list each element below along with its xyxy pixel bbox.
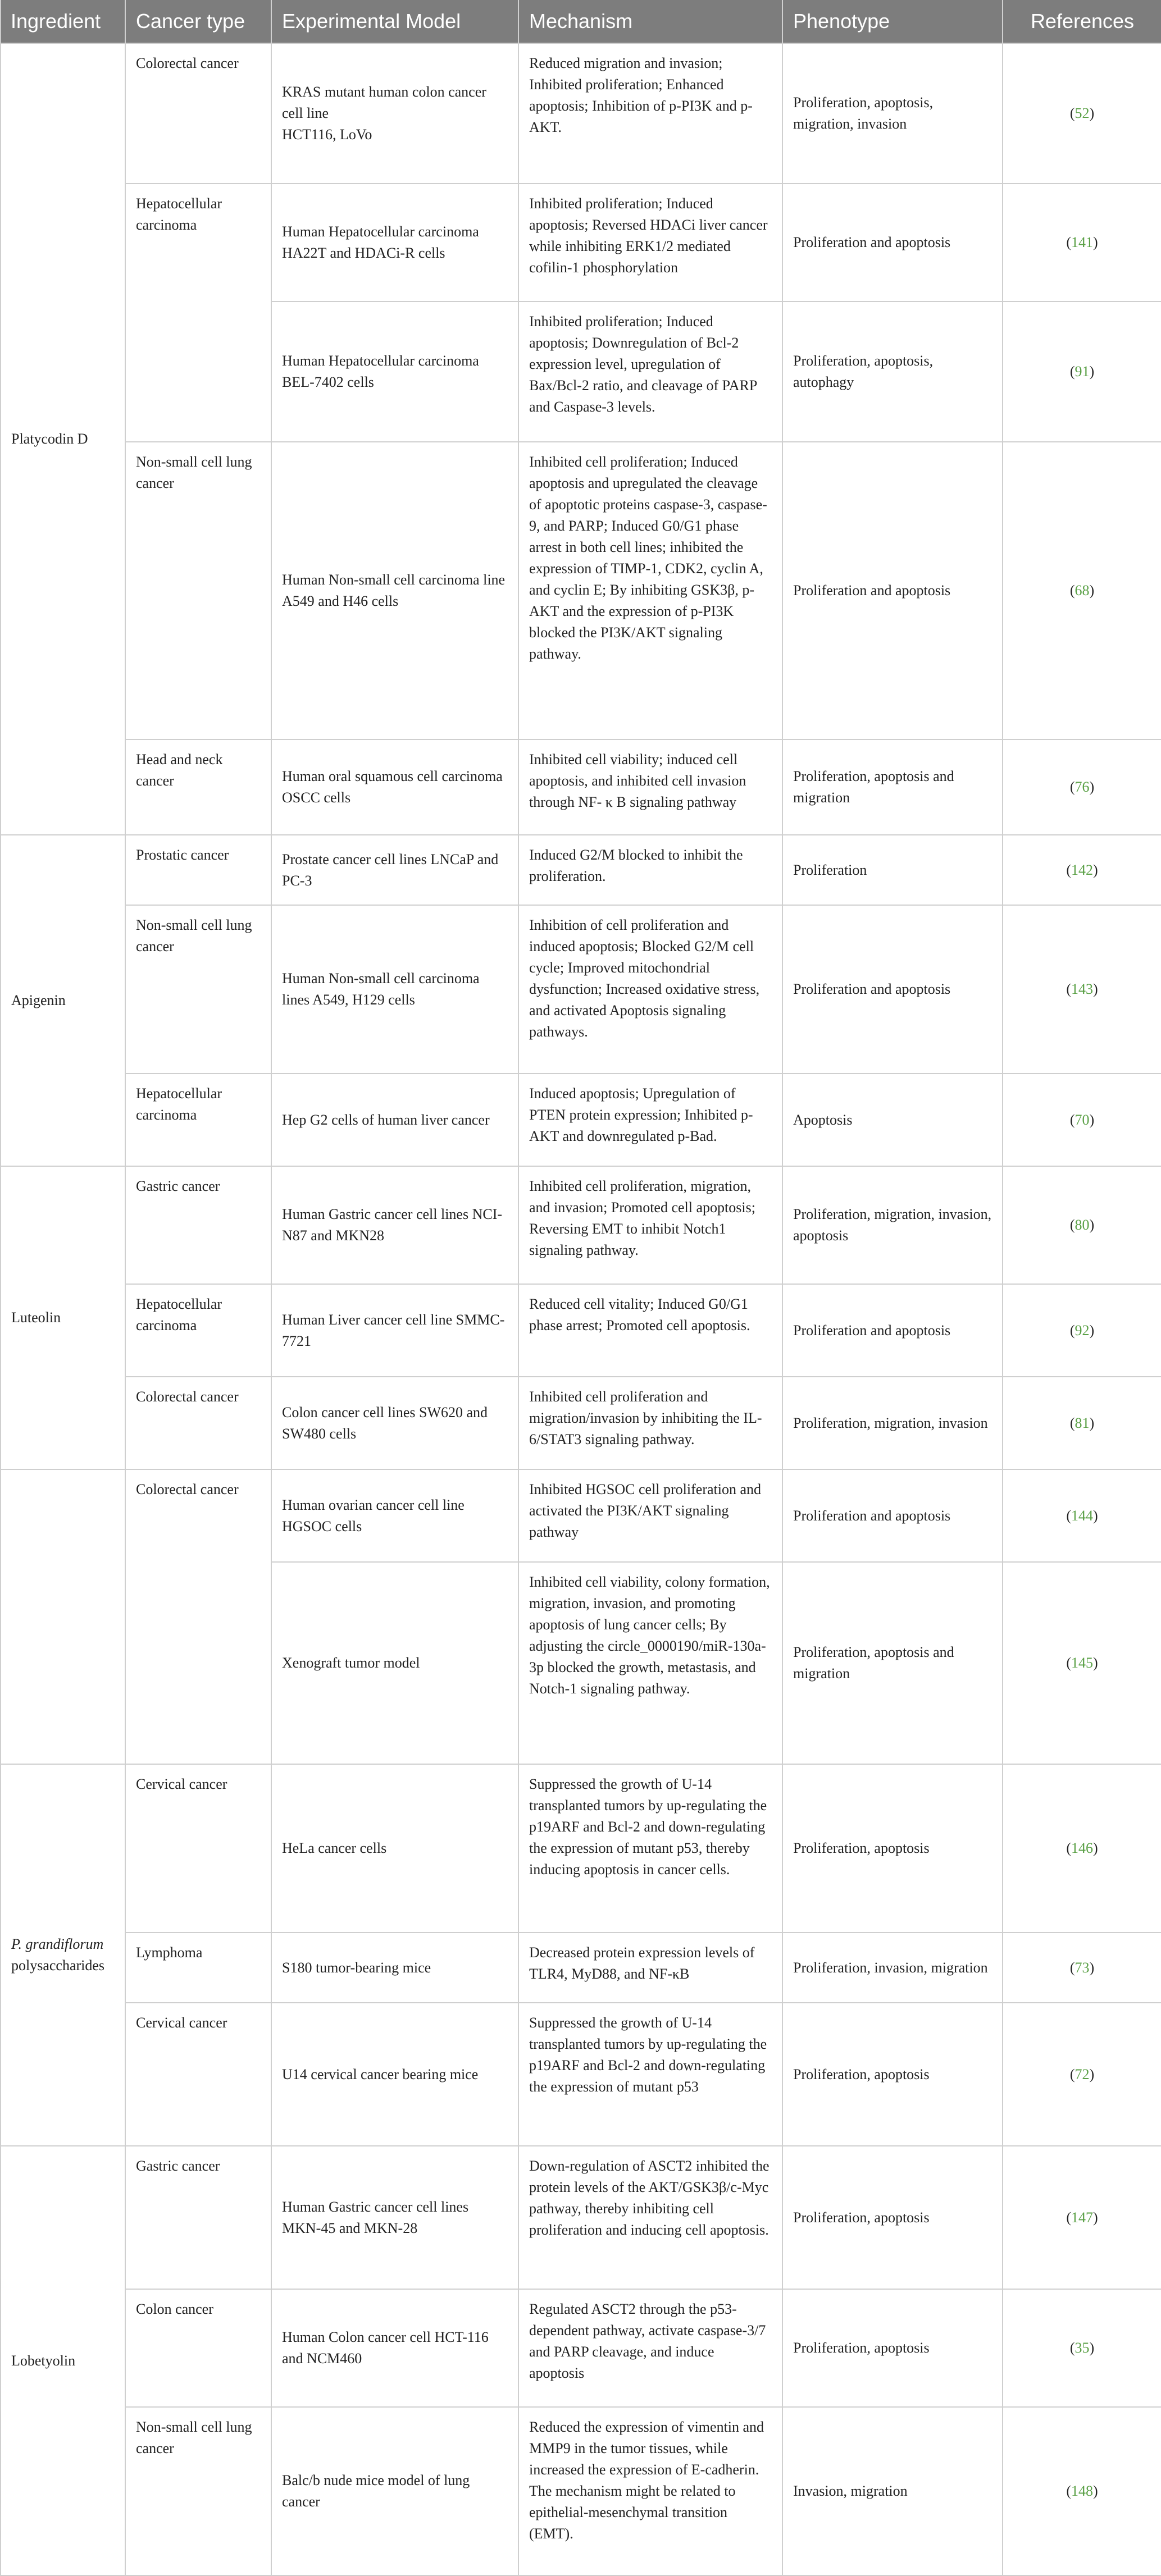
phenotype-cell: Proliferation and apoptosis xyxy=(782,1284,1003,1377)
reference-link[interactable]: 147 xyxy=(1071,2209,1093,2226)
cancer-type-cell: Gastric cancer xyxy=(125,2146,271,2289)
table-row xyxy=(1,1377,1161,1469)
phenotype-cell: Proliferation and apoptosis xyxy=(782,442,1003,739)
mechanism-cell: Reduced the expression of vimentin and MMP9 in the tumor tissues, while increased the expression of E-cadherin. The mechanism might be related to epithelial-mesenchymal transition (EMT). xyxy=(518,2407,782,2575)
reference-cell: (73) xyxy=(1003,1933,1161,2003)
reference-link[interactable]: 80 xyxy=(1075,1217,1090,1233)
ingredient-text: Lobetyolin xyxy=(11,2352,76,2369)
reference-link[interactable]: 148 xyxy=(1071,2483,1093,2499)
reference-link[interactable]: 91 xyxy=(1075,363,1090,380)
cancer-type-cell: Hepatocellular carcinoma xyxy=(125,1284,271,1377)
reference-link[interactable]: 72 xyxy=(1075,2066,1090,2082)
reference-cell: (70) xyxy=(1003,1074,1161,1166)
reference-link[interactable]: 52 xyxy=(1075,105,1090,121)
header-phenotype: Phenotype xyxy=(782,0,1003,43)
phenotype-cell: Proliferation, migration, invasion xyxy=(782,1377,1003,1469)
phenotype-cell: Proliferation, apoptosis, migration, invasion xyxy=(782,43,1003,184)
phenotype-cell: Proliferation, apoptosis, autophagy xyxy=(782,302,1003,442)
reference-cell: (147) xyxy=(1003,2146,1161,2289)
reference-cell: (76) xyxy=(1003,739,1161,835)
cancer-type-cell: Head and neck cancer xyxy=(125,739,271,835)
cancer-type-cell: Colon cancer xyxy=(125,2289,271,2407)
cancer-type-cell: Colorectal cancer xyxy=(125,1469,271,1764)
reference-link[interactable]: 92 xyxy=(1075,1322,1090,1339)
experimental-model-cell: Human Colon cancer cell HCT-116 and NCM460 xyxy=(271,2289,518,2407)
reference-link[interactable]: 73 xyxy=(1075,1959,1090,1976)
reference-cell: (146) xyxy=(1003,1764,1161,1933)
cancer-type-cell: Cervical cancer xyxy=(125,2003,271,2146)
phenotype-cell: Proliferation, apoptosis xyxy=(782,2289,1003,2407)
ingredient-cell xyxy=(1,1764,125,2146)
experimental-model-cell: Human Non-small cell carcinoma lines A549, H129 cells xyxy=(271,905,518,1074)
reference-cell: (68) xyxy=(1003,442,1161,739)
cancer-type-cell: Hepatocellular carcinoma xyxy=(125,1074,271,1166)
phenotype-cell: Apoptosis xyxy=(782,1074,1003,1166)
mechanism-cell: Inhibited proliferation; Induced apoptosis; Downregulation of Bcl-2 expression level, upregulation of Bax/Bcl-2 ratio, and cleavage of PARP and Caspase-3 levels. xyxy=(518,302,782,442)
reference-link[interactable]: 144 xyxy=(1071,1507,1093,1524)
experimental-model-cell: Human Gastric cancer cell lines MKN-45 and MKN-28 xyxy=(271,2146,518,2289)
experimental-model-cell: Xenograft tumor model xyxy=(271,1562,518,1764)
mechanism-cell: Regulated ASCT2 through the p53-dependent pathway, activate caspase-3/7 and PARP cleavage, and induce apoptosis xyxy=(518,2289,782,2407)
table-row xyxy=(1,2003,1161,2146)
phenotype-cell: Proliferation, apoptosis xyxy=(782,2003,1003,2146)
table-row xyxy=(1,1166,1161,1284)
reference-cell: (145) xyxy=(1003,1562,1161,1764)
ingredient-cell xyxy=(1,1166,125,1469)
cancer-type-cell: Prostatic cancer xyxy=(125,835,271,905)
experimental-model-cell: Human Hepatocellular carcinoma HA22T and HDACi-R cells xyxy=(271,184,518,302)
table-row xyxy=(1,1284,1161,1377)
phenotype-cell: Invasion, migration xyxy=(782,2407,1003,2575)
mechanism-cell: Reduced cell vitality; Induced G0/G1 phase arrest; Promoted cell apoptosis. xyxy=(518,1284,782,1377)
experimental-model-cell: Colon cancer cell lines SW620 and SW480 cells xyxy=(271,1377,518,1469)
reference-cell: (52) xyxy=(1003,43,1161,184)
mechanism-cell: Reduced migration and invasion; Inhibited proliferation; Enhanced apoptosis; Inhibition of p-PI3K and p-AKT. xyxy=(518,43,782,184)
header-experimental-model: Experimental Model xyxy=(271,0,518,43)
reference-cell: (35) xyxy=(1003,2289,1161,2407)
experimental-model-cell: Prostate cancer cell lines LNCaP and PC-3 xyxy=(271,835,518,905)
phenotype-cell: Proliferation xyxy=(782,835,1003,905)
reference-link[interactable]: 145 xyxy=(1071,1655,1093,1671)
table-row xyxy=(1,2407,1161,2575)
table-header-row xyxy=(1,0,1161,43)
ingredient-cell xyxy=(1,43,125,835)
cancer-type-cell: Hepatocellular carcinoma xyxy=(125,184,271,442)
mechanism-cell: Suppressed the growth of U-14 transplanted tumors by up-regulating the p19ARF and Bcl-2 and down-regulating the expression of mutant p53, thereby inducing apoptosis in cancer cells. xyxy=(518,1764,782,1933)
reference-link[interactable]: 70 xyxy=(1075,1111,1090,1128)
reference-cell: (142) xyxy=(1003,835,1161,905)
header-references: References xyxy=(1003,0,1161,43)
phenotype-cell: Proliferation, apoptosis xyxy=(782,1764,1003,1933)
experimental-model-cell: HeLa cancer cells xyxy=(271,1764,518,1933)
table-row xyxy=(1,43,1161,184)
table-row xyxy=(1,1469,1161,1562)
mechanism-cell: Inhibition of cell proliferation and induced apoptosis; Blocked G2/M cell cycle; Improved mitochondrial dysfunction; Increased oxidative stress, and activated Apoptosis signaling pathways. xyxy=(518,905,782,1074)
mechanism-cell: Induced G2/M blocked to inhibit the proliferation. xyxy=(518,835,782,905)
reference-link[interactable]: 35 xyxy=(1075,2340,1090,2356)
table-row xyxy=(1,1074,1161,1166)
mechanism-cell: Induced apoptosis; Upregulation of PTEN protein expression; Inhibited p-AKT and downregulated p-Bad. xyxy=(518,1074,782,1166)
reference-link[interactable]: 68 xyxy=(1075,582,1090,599)
reference-cell: (141) xyxy=(1003,184,1161,302)
experimental-model-cell: Human Non-small cell carcinoma line A549 and H46 cells xyxy=(271,442,518,739)
phenotype-cell: Proliferation and apoptosis xyxy=(782,905,1003,1074)
experimental-model-cell: Human oral squamous cell carcinoma OSCC cells xyxy=(271,739,518,835)
mechanism-cell: Inhibited cell proliferation, migration, and invasion; Promoted cell apoptosis; Reversing EMT to inhibit Notch1 signaling pathway. xyxy=(518,1166,782,1284)
mechanism-cell: Inhibited cell proliferation and migration/invasion by inhibiting the IL-6/STAT3 signaling pathway. xyxy=(518,1377,782,1469)
cancer-type-cell: Non-small cell lung cancer xyxy=(125,442,271,739)
reference-cell: (148) xyxy=(1003,2407,1161,2575)
phenotype-cell: Proliferation and apoptosis xyxy=(782,1469,1003,1562)
cancer-type-cell: Non-small cell lung cancer xyxy=(125,905,271,1074)
reference-link[interactable]: 146 xyxy=(1071,1840,1093,1856)
experimental-model-cell: Human Hepatocellular carcinoma BEL-7402 cells xyxy=(271,302,518,442)
table-row xyxy=(1,905,1161,1074)
cancer-type-cell: Non-small cell lung cancer xyxy=(125,2407,271,2575)
cancer-type-cell: Colorectal cancer xyxy=(125,1377,271,1469)
experimental-model-cell: U14 cervical cancer bearing mice xyxy=(271,2003,518,2146)
ingredient-cell xyxy=(1,835,125,1166)
mechanism-cell: Decreased protein expression levels of TLR4, MyD88, and NF-κB xyxy=(518,1933,782,2003)
header-cancer-type: Cancer type xyxy=(125,0,271,43)
mechanism-cell: Suppressed the growth of U-14 transplanted tumors by up-regulating the p19ARF and Bcl-2 and down-regulating the expression of mutant p53 xyxy=(518,2003,782,2146)
experimental-model-cell: Balc/b nude mice model of lung cancer xyxy=(271,2407,518,2575)
reference-link[interactable]: 76 xyxy=(1075,779,1090,795)
table-body xyxy=(1,43,1161,2575)
table-row xyxy=(1,442,1161,739)
header-mechanism: Mechanism xyxy=(518,0,782,43)
ingredient-text: Platycodin D xyxy=(11,431,88,447)
reference-cell: (81) xyxy=(1003,1377,1161,1469)
table-row xyxy=(1,2146,1161,2289)
table-row xyxy=(1,184,1161,302)
ingredient-text: Apigenin xyxy=(11,992,66,1008)
experimental-model-cell: S180 tumor-bearing mice xyxy=(271,1933,518,2003)
ingredient-cell xyxy=(1,1469,125,1764)
mechanism-cell: Down-regulation of ASCT2 inhibited the protein levels of the AKT/GSK3β/c-Myc pathway, thereby inhibiting cell proliferation and inducing cell apoptosis. xyxy=(518,2146,782,2289)
reference-cell: (143) xyxy=(1003,905,1161,1074)
table-row xyxy=(1,835,1161,905)
reference-cell: (72) xyxy=(1003,2003,1161,2146)
header-ingredient: Ingredient xyxy=(1,0,125,43)
reference-cell: (92) xyxy=(1003,1284,1161,1377)
experimental-model-cell: Human Liver cancer cell line SMMC-7721 xyxy=(271,1284,518,1377)
phenotype-cell: Proliferation and apoptosis xyxy=(782,184,1003,302)
ingredient-text: Luteolin xyxy=(11,1309,61,1326)
table-row xyxy=(1,2289,1161,2407)
table-row xyxy=(1,1764,1161,1933)
experimental-model-cell: Hep G2 cells of human liver cancer xyxy=(271,1074,518,1166)
cancer-type-cell: Colorectal cancer xyxy=(125,43,271,184)
reference-link[interactable]: 142 xyxy=(1071,861,1093,878)
reference-cell: (91) xyxy=(1003,302,1161,442)
phenotype-cell: Proliferation, apoptosis and migration xyxy=(782,739,1003,835)
mechanism-cell: Inhibited cell viability; induced cell apoptosis, and inhibited cell invasion through NF- κ B signaling pathway xyxy=(518,739,782,835)
reference-link[interactable]: 141 xyxy=(1071,234,1093,250)
table-row xyxy=(1,739,1161,835)
table-row xyxy=(1,1933,1161,2003)
phenotype-cell: Proliferation, migration, invasion, apoptosis xyxy=(782,1166,1003,1284)
mechanism-cell: Inhibited cell viability, colony formation, migration, invasion, and promoting apoptosis of lung cancer cells; By adjusting the circle_0000190/miR-130a-3p blocked the growth, metastasis, and Notch-1 signaling pathway. xyxy=(518,1562,782,1764)
cancer-type-cell: Gastric cancer xyxy=(125,1166,271,1284)
ingredient-text: polysaccharides xyxy=(11,1957,105,1974)
phenotype-cell: Proliferation, apoptosis xyxy=(782,2146,1003,2289)
ingredient-cell xyxy=(1,2146,125,2575)
reference-link[interactable]: 143 xyxy=(1071,981,1093,997)
mechanism-cell: Inhibited cell proliferation; Induced apoptosis and upregulated the cleavage of apoptotic proteins caspase-3, caspase-9, and PARP; Induced G0/G1 phase arrest in both cell lines; inhibited the expression of TIMP-1, CDK2, cyclin A, and cyclin E; By inhibiting GSK3β, p-AKT and the expression of p-PI3K blocked the PI3K/AKT signaling pathway. xyxy=(518,442,782,739)
reference-cell: (80) xyxy=(1003,1166,1161,1284)
phenotype-cell: Proliferation, invasion, migration xyxy=(782,1933,1003,2003)
reference-link[interactable]: 81 xyxy=(1075,1414,1090,1431)
cancer-type-cell: Cervical cancer xyxy=(125,1764,271,1933)
phenotype-cell: Proliferation, apoptosis and migration xyxy=(782,1562,1003,1764)
ingredient-italic-text: P. grandiflorum xyxy=(11,1936,104,1952)
experimental-model-cell: Human Gastric cancer cell lines NCI-N87 and MKN28 xyxy=(271,1166,518,1284)
mechanism-cell: Inhibited proliferation; Induced apoptosis; Reversed HDACi liver cancer while inhibiting ERK1/2 mediated cofilin-1 phosphorylation xyxy=(518,184,782,302)
experimental-model-cell: Human ovarian cancer cell line HGSOC cells xyxy=(271,1469,518,1562)
mechanism-cell: Inhibited HGSOC cell proliferation and activated the PI3K/AKT signaling pathway xyxy=(518,1469,782,1562)
experimental-model-cell: KRAS mutant human colon cancer cell line HCT116, LoVo xyxy=(271,43,518,184)
reference-cell: (144) xyxy=(1003,1469,1161,1562)
cancer-type-cell: Lymphoma xyxy=(125,1933,271,2003)
